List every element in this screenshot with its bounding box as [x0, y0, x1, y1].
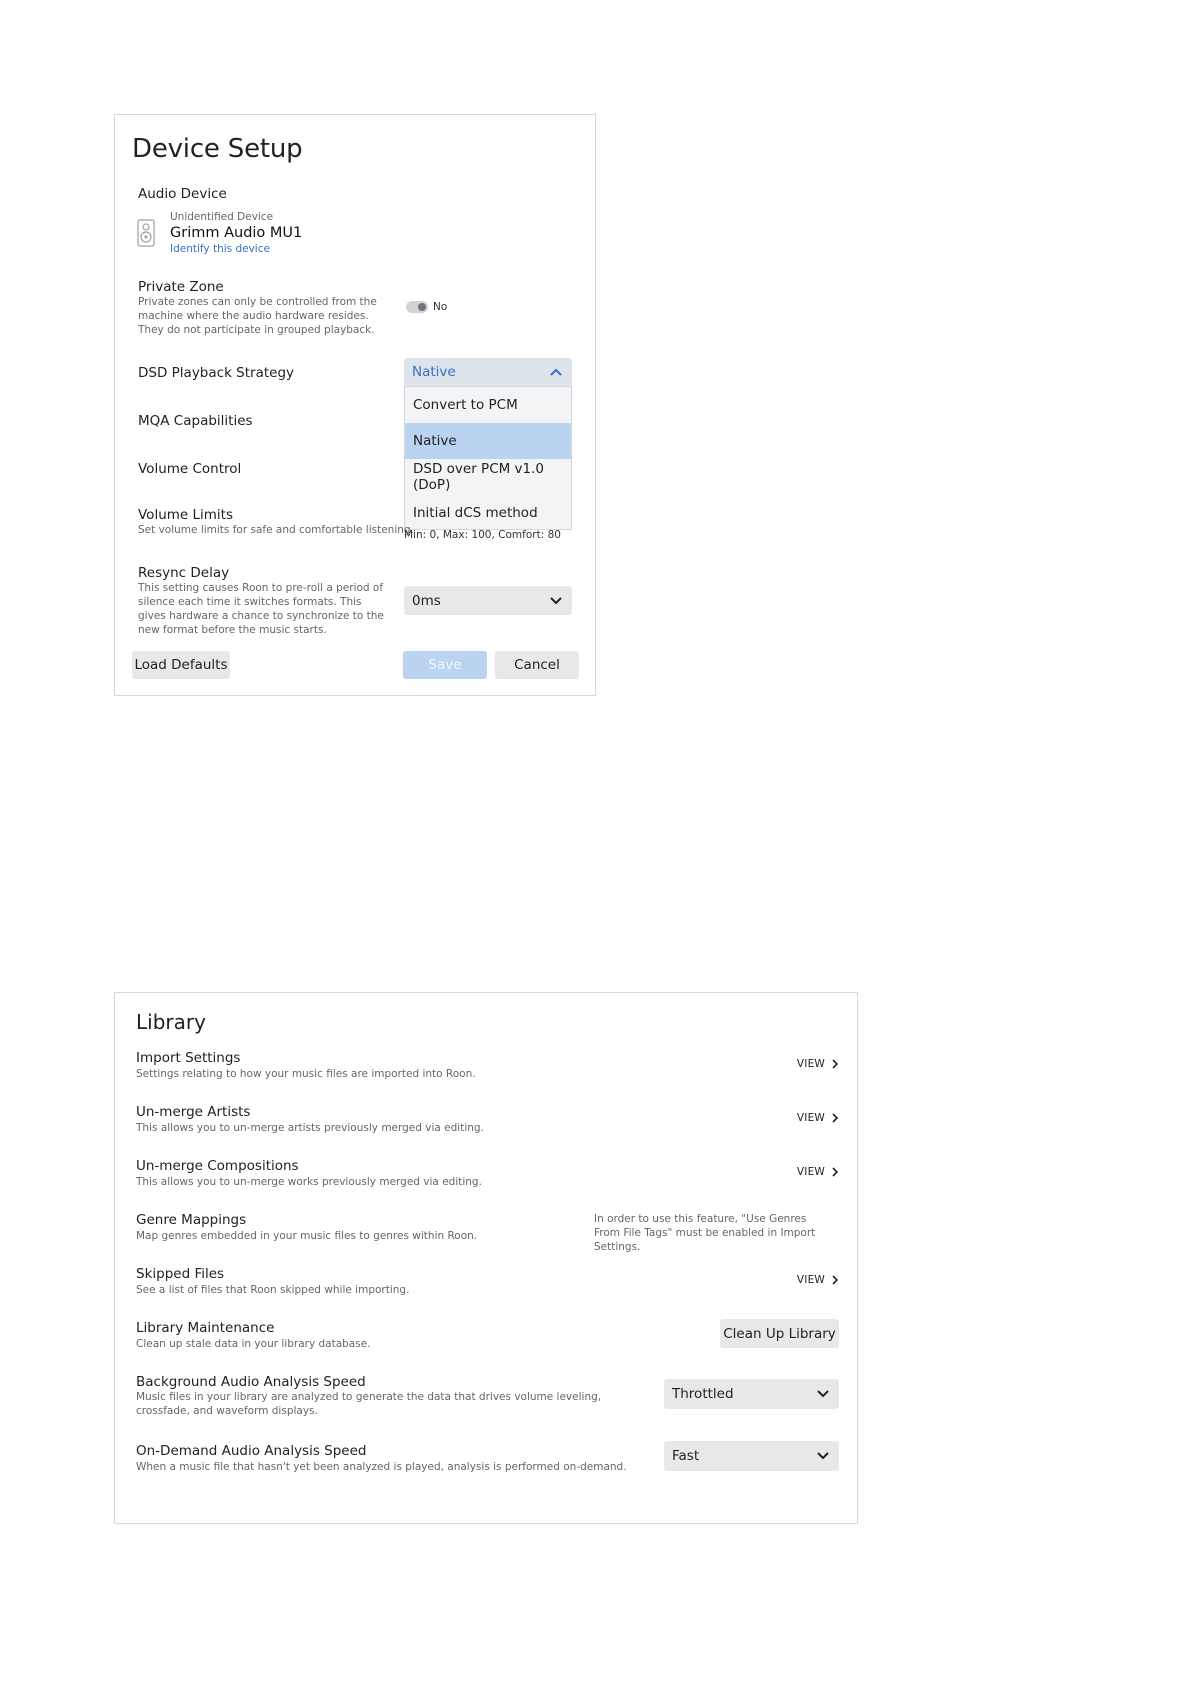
dsd-playback-select[interactable] [404, 358, 572, 386]
skipped-files-view[interactable] [797, 1274, 838, 1286]
clean-up-library-button[interactable]: Clean Up Library [720, 1319, 839, 1348]
audio-device-label: Audio Device [138, 186, 227, 202]
device-name: Grimm Audio MU1 [170, 225, 303, 241]
background-analysis-select[interactable] [664, 1379, 839, 1409]
on-demand-analysis-description: When a music file that hasn't yet been analyzed is played, analysis is performed on-demand. [136, 1461, 627, 1473]
dsd-option-selected[interactable]: Native [405, 423, 571, 459]
device-setup-dialog [114, 114, 596, 696]
chevron-right-icon [832, 1167, 838, 1177]
private-zone-label: Private Zone [138, 279, 224, 295]
library-maintenance-description: Clean up stale data in your library database. [136, 1338, 371, 1350]
chevron-down-icon [817, 1448, 829, 1464]
mqa-label: MQA Capabilities [138, 413, 253, 429]
unmerge-artists-label: Un-merge Artists [136, 1104, 251, 1120]
library-panel [114, 992, 858, 1524]
device-setup-title: Device Setup [132, 134, 303, 164]
device-status: Unidentified Device [170, 211, 274, 223]
unmerge-artists-description: This allows you to un-merge artists previously merged via editing. [136, 1122, 484, 1134]
dsd-option[interactable]: Initial dCS method [413, 505, 538, 521]
dsd-playback-selected: Native [412, 364, 456, 380]
genre-mappings-description: Map genres embedded in your music files to genres within Roon. [136, 1230, 478, 1242]
view-label: VIEW [796, 1112, 825, 1124]
unmerge-compositions-description: This allows you to un-merge works previously merged via editing. [136, 1176, 482, 1188]
background-analysis-description: Music files in your library are analyzed to generate the data that drives volume leveling, crossfade, and waveform displays. [136, 1391, 602, 1417]
resync-delay-label: Resync Delay [138, 565, 230, 581]
unmerge-artists-view[interactable] [797, 1112, 838, 1124]
chevron-up-icon [550, 364, 562, 380]
import-settings-description: Settings relating to how your music files are imported into Roon. [136, 1068, 476, 1080]
unmerge-compositions-label: Un-merge Compositions [136, 1158, 299, 1174]
unmerge-compositions-view[interactable] [797, 1166, 838, 1178]
resync-delay-selected: 0ms [412, 592, 441, 609]
resync-delay-select[interactable] [404, 586, 572, 615]
load-defaults-button[interactable]: Load Defaults [132, 651, 230, 679]
chevron-right-icon [832, 1113, 838, 1123]
private-zone-toggle-value: No [433, 301, 448, 313]
dsd-option[interactable]: DSD over PCM v1.0 (DoP) [413, 461, 545, 493]
dsd-playback-options [404, 386, 572, 530]
chevron-down-icon [550, 593, 562, 609]
private-zone-toggle[interactable] [406, 301, 428, 313]
import-settings-label: Import Settings [136, 1050, 241, 1066]
volume-limits-value[interactable]: Min: 0, Max: 100, Comfort: 80 [404, 529, 561, 541]
dsd-option[interactable]: Convert to PCM [413, 397, 518, 413]
identify-device-link[interactable]: Identify this device [170, 243, 270, 255]
chevron-right-icon [832, 1275, 838, 1285]
chevron-right-icon [832, 1059, 838, 1069]
on-demand-analysis-selected: Fast [672, 1448, 700, 1464]
import-settings-view[interactable] [797, 1058, 838, 1070]
view-label: VIEW [796, 1058, 825, 1070]
library-maintenance-label: Library Maintenance [136, 1320, 275, 1336]
on-demand-analysis-label: On-Demand Audio Analysis Speed [136, 1443, 367, 1459]
chevron-down-icon [817, 1386, 829, 1402]
volume-control-label: Volume Control [138, 461, 242, 477]
private-zone-description: Private zones can only be controlled from the machine where the audio hardware resides. They do not participate in grouped playback. [138, 296, 377, 336]
skipped-files-label: Skipped Files [136, 1266, 225, 1282]
on-demand-analysis-select[interactable] [664, 1441, 839, 1471]
skipped-files-description: See a list of files that Roon skipped while importing. [136, 1284, 410, 1296]
dsd-playback-label: DSD Playback Strategy [138, 365, 295, 381]
speaker-icon [137, 219, 155, 247]
volume-limits-description: Set volume limits for safe and comfortable listening. [138, 524, 414, 536]
library-title: Library [136, 1010, 206, 1034]
background-analysis-label: Background Audio Analysis Speed [136, 1374, 366, 1390]
background-analysis-selected: Throttled [672, 1386, 734, 1402]
view-label: VIEW [796, 1274, 825, 1286]
resync-delay-description: This setting causes Roon to pre-roll a period of silence each time it switches formats. This gives hardware a chance to synchronize to the new format before the music starts. [138, 582, 384, 636]
cancel-button[interactable]: Cancel [495, 651, 579, 679]
save-button[interactable]: Save [403, 651, 487, 679]
volume-limits-label: Volume Limits [138, 507, 234, 523]
genre-mappings-label: Genre Mappings [136, 1212, 247, 1228]
view-label: VIEW [796, 1166, 825, 1178]
genre-mappings-note: In order to use this feature, "Use Genres From File Tags" must be enabled in Import Settings. [594, 1213, 816, 1253]
